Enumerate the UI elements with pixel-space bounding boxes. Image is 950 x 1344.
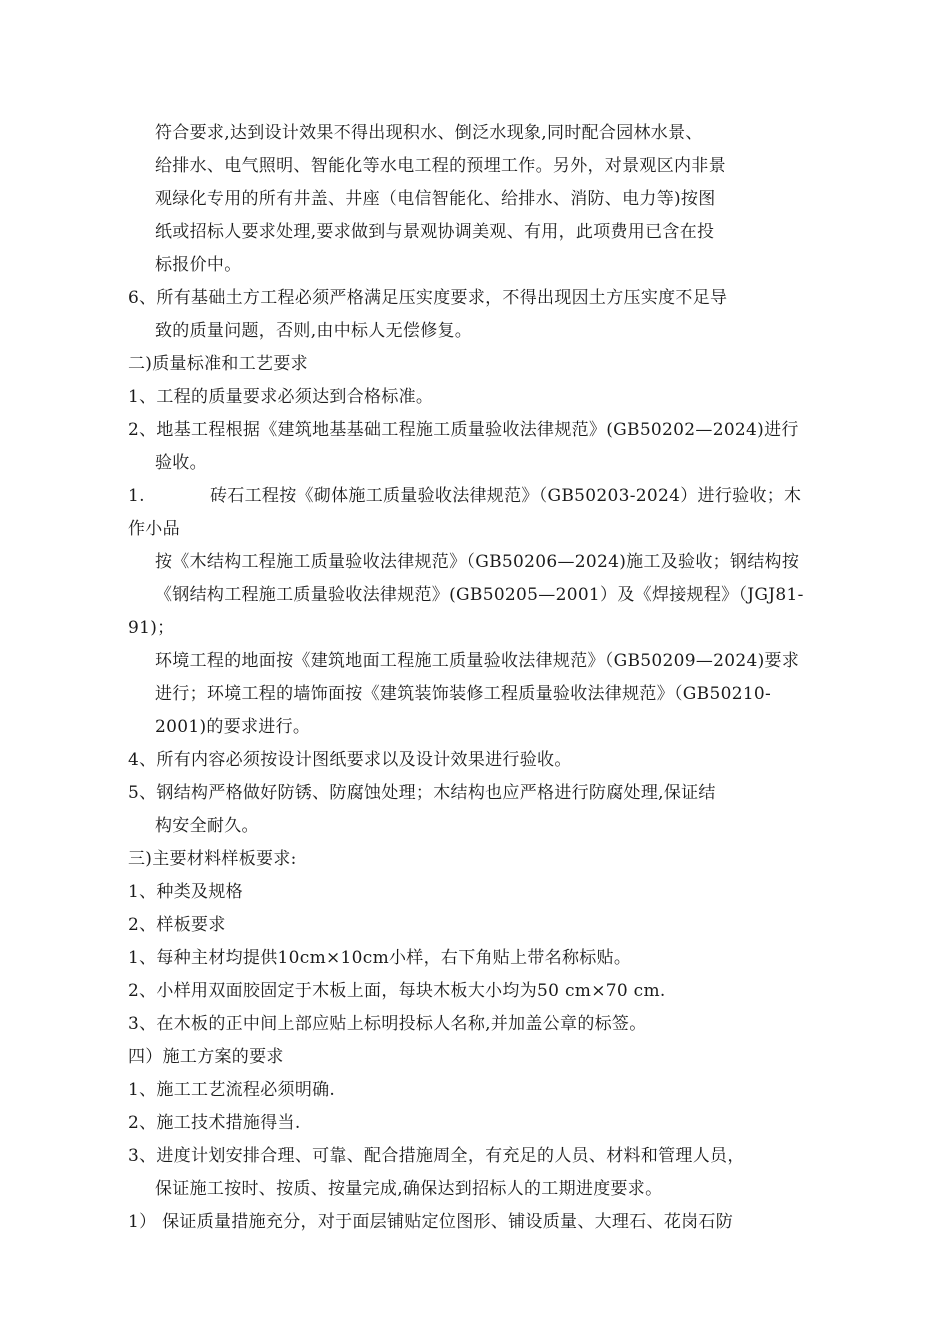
text-line: 1、每种主材均提供10cm×10cm小样，右下角贴上带名称标贴。 xyxy=(128,948,632,968)
section-heading: 三)主要材料样板要求: xyxy=(128,849,297,869)
text-line: 构安全耐久。 xyxy=(155,816,259,836)
text-line: 3、进度计划安排合理、可靠、配合措施周全，有充足的人员、材料和管理人员， xyxy=(128,1146,745,1166)
text-line: 砖石工程按《砌体施工质量验收法律规范》（GB50203-2024）进行验收；木 xyxy=(210,486,802,506)
text-line: 验收。 xyxy=(155,453,207,473)
text-line: 作小品 xyxy=(128,519,180,539)
text-line: 2、样板要求 xyxy=(128,915,226,935)
list-number: 1. xyxy=(128,486,145,506)
text-line: 纸或招标人要求处理,要求做到与景观协调美观、有用，此项费用已含在投 xyxy=(155,222,715,242)
text-line: 6、所有基础土方工程必须严格满足压实度要求，不得出现因土方压实度不足导 xyxy=(128,288,728,308)
text-line: 1、工程的质量要求必须达到合格标准。 xyxy=(128,387,434,407)
text-line: 1、施工工艺流程必须明确. xyxy=(128,1080,336,1100)
text-line: 进行；环境工程的墙饰面按《建筑装饰装修工程质量验收法律规范》（GB50210- xyxy=(155,684,772,704)
text-line: 环境工程的地面按《建筑地面工程施工质量验收法律规范》（GB50209—2024)要求 xyxy=(155,651,800,671)
text-line: 3、在木板的正中间上部应贴上标明投标人名称,并加盖公章的标签。 xyxy=(128,1014,647,1034)
text-line: 5、钢结构严格做好防锈、防腐蚀处理；木结构也应严格进行防腐处理,保证结 xyxy=(128,783,716,803)
text-line: 2、施工技术措施得当. xyxy=(128,1113,301,1133)
text-line: 给排水、电气照明、智能化等水电工程的预埋工作。另外，对景观区内非景 xyxy=(155,156,726,176)
section-heading: 二)质量标准和工艺要求 xyxy=(128,354,308,374)
text-line: 2001)的要求进行。 xyxy=(155,717,311,737)
text-line: 观绿化专用的所有井盖、井座（电信智能化、给排水、消防、电力等)按图 xyxy=(155,189,716,209)
text-line: 2、小样用双面胶固定于木板上面，每块木板大小均为50 cm×70 cm. xyxy=(128,981,666,1001)
text-line: 2、地基工程根据《建筑地基基础工程施工质量验收法律规范》(GB50202—2024)进行 xyxy=(128,420,799,440)
text-line: 按《木结构工程施工质量验收法律规范》（GB50206—2024)施工及验收；钢结构按 xyxy=(155,552,800,572)
text-line: 《钢结构工程施工质量验收法律规范》(GB50205—2001）及《焊接规程》（JGJ81- xyxy=(155,585,804,605)
text-line: 致的质量问题，否则,由中标人无偿修复。 xyxy=(155,321,473,341)
text-line: 1、种类及规格 xyxy=(128,882,243,902)
text-line: 符合要求,达到设计效果不得出现积水、倒泛水现象,同时配合园林水景、 xyxy=(155,123,703,143)
text-line: 1） 保证质量措施充分，对于面层铺贴定位图形、铺设质量、大理石、花岗石防 xyxy=(128,1212,734,1232)
text-line: 91)； xyxy=(128,618,175,638)
text-line: 标报价中。 xyxy=(155,255,242,275)
section-heading: 四）施工方案的要求 xyxy=(128,1047,284,1067)
text-line: 4、所有内容必须按设计图纸要求以及设计效果进行验收。 xyxy=(128,750,572,770)
text-line: 保证施工按时、按质、按量完成,确保达到招标人的工期进度要求。 xyxy=(155,1179,663,1199)
